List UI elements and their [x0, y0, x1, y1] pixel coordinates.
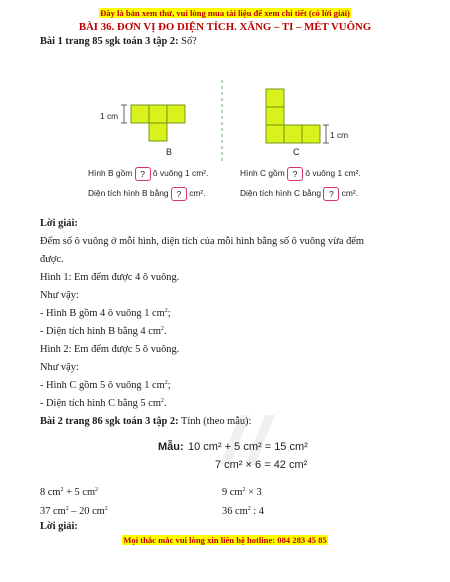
shape-b-area-blank: ?	[171, 187, 187, 201]
shape-c-area-line: Diện tích hình C bằng ? cm².	[240, 188, 358, 199]
shape-c-area-blank: ?	[323, 187, 339, 201]
solution-1-b-line-2: - Diện tích hình B bằng 4 $cm^2$.	[40, 326, 167, 337]
solution-1-c-line-1: - Hình C gồm 5 ô vuông 1 $cm^2$;	[40, 380, 171, 391]
solution-1-shape-1-count: Hình 1: Em đếm được 4 ô vuông.	[40, 272, 180, 283]
solution-1-c-line-2: - Diện tích hình C bằng 5 $cm^2$.	[40, 398, 167, 409]
shape-c-label: C	[293, 147, 300, 157]
exercise-1-figure	[90, 80, 350, 162]
exercise-1-heading: Bài 1 trang 85 sgk toán 3 tập 2: Số?	[40, 36, 197, 47]
problem-c: 37 $cm^2 - 20$ $cm^2$	[40, 506, 108, 517]
exercise-2-heading: Bài 2 trang 86 sgk toán 3 tập 2: Tính (theo mẫu):	[40, 416, 252, 427]
lesson-title: BÀI 36. ĐƠN VỊ ĐO DIỆN TÍCH. XĂNG – TI – MÉT VUÔNG	[78, 21, 372, 33]
footer-hotline: Mọi thắc mắc vui lòng xin liên hệ hotline: 084 283 45 85	[123, 535, 327, 545]
solution-2-heading: Lời giải:	[40, 521, 78, 532]
shape-b-unit-label: 1 cm	[100, 111, 119, 121]
solution-1-so-2: Như vậy:	[40, 362, 79, 373]
sample-label: Mẫu:	[158, 441, 184, 453]
shape-b-count-line: Hình B gồm ? ô vuông 1 cm².	[88, 168, 209, 179]
solution-1-b-line-1: - Hình B gồm 4 ô vuông 1 $cm^2$;	[40, 308, 171, 319]
shape-b-label: B	[166, 147, 173, 157]
solution-1-so-1: Như vậy:	[40, 290, 79, 301]
shape-c-count-blank: ?	[287, 167, 303, 181]
shape-c	[266, 89, 320, 143]
preview-notice: Đây là bản xem thử, vui lòng mua tài liệu để xem chi tiết (có lời giải)	[100, 8, 350, 18]
shape-c-count-line: Hình C gồm ? ô vuông 1 cm².	[240, 168, 361, 179]
shape-b	[131, 105, 185, 141]
problem-a: 8 $cm^2 + 5$ $cm^2$	[40, 487, 99, 498]
sample-line-2: 7 cm² × 6 = 42 cm²	[215, 459, 308, 471]
shape-b-area-line: Diện tích hình B bằng ? cm².	[88, 188, 206, 199]
shape-c-unit-label: 1 cm	[330, 130, 349, 140]
solution-1-intro-cont: được.	[40, 254, 64, 265]
solution-1-intro: Đếm số ô vuông ở mỗi hình, diện tích của mỗi hình bằng số ô vuông vừa đếm	[40, 236, 364, 247]
problem-d: 36 $cm^2$ : 4	[222, 506, 264, 517]
problem-b: 9 $cm^2 \times 3$	[222, 487, 262, 498]
solution-1-shape-2-count: Hình 2: Em đếm được 5 ô vuông.	[40, 344, 180, 355]
shape-b-count-blank: ?	[135, 167, 151, 181]
sample-line-1: 10 cm² + 5 cm² = 15 cm²	[188, 441, 308, 453]
solution-1-heading: Lời giải:	[40, 218, 78, 229]
